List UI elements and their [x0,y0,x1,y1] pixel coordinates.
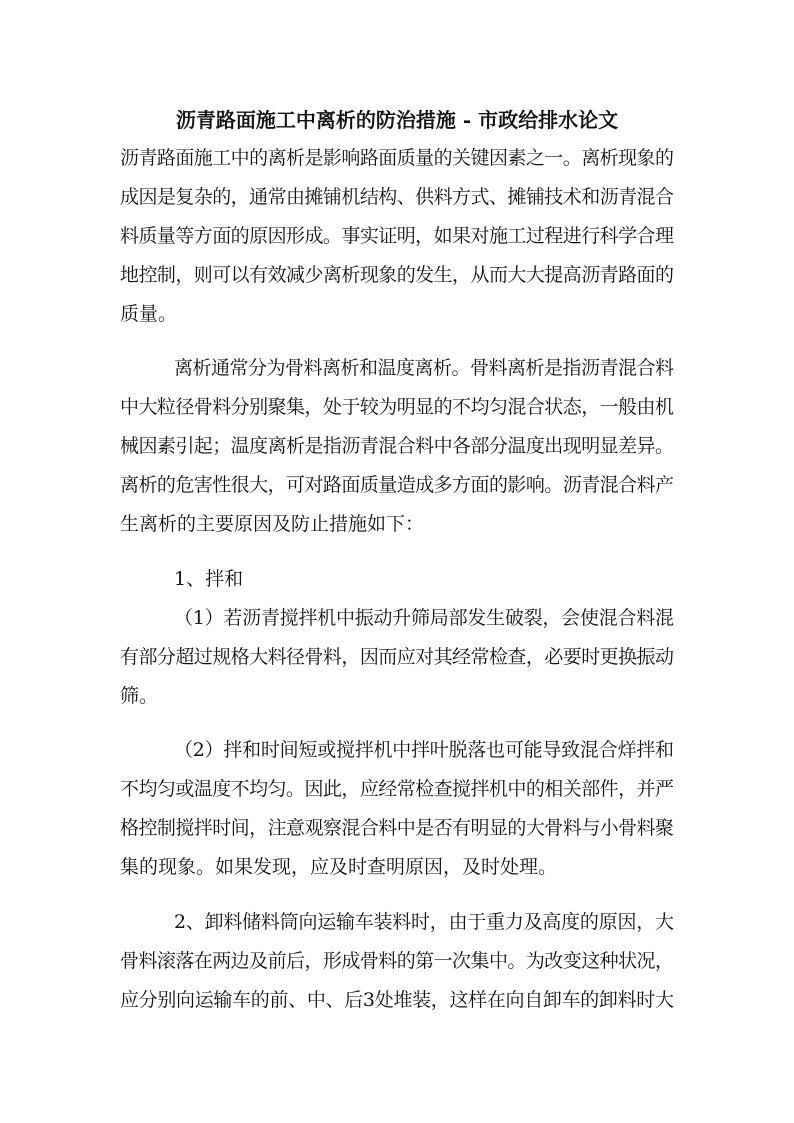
body-line: 沥青路面施工中的离析是影响路面质量的关键因素之一。离析现象的 [120,147,674,169]
body-line: 质量。 [120,303,178,325]
body-line: 不均匀或温度不均匀。因此，应经常检查搅拌机中的相关部件，并严 [120,778,674,800]
body-line: 成因是复杂的，通常由摊铺机结构、供料方式、摊铺技术和沥青混合 [120,186,674,208]
body-line: 料质量等方面的原因形成。事实证明，如果对施工过程进行科学合理 [120,225,674,247]
body-line: 2、卸料储料筒向运输车装料时，由于重力及高度的原因，大 [174,911,674,933]
body-line: 格控制搅拌时间，注意观察混合料中是否有明显的大骨料与小骨料聚 [120,817,674,839]
body-line: 中大粒径骨料分别聚集，处于较为明显的不均匀混合状态，一般由机 [120,396,674,418]
body-line: （2）拌和时间短或搅拌机中拌叶脱落也可能导致混合烊拌和 [174,739,674,761]
body-line: 集的现象。如果发现，应及时查明原因，及时处理。 [120,856,558,878]
body-line: （1）若沥青搅拌机中振动升筛局部发生破裂，会使混合料混 [174,607,674,629]
document-title: 沥青路面施工中离析的防治措施 - 市政给排水论文 [175,108,619,132]
body-line: 筛。 [120,685,159,707]
body-line: 离析通常分为骨料离析和温度离析。骨料离析是指沥青混合料 [174,357,674,379]
body-line: 生离析的主要原因及防止措施如下： [120,513,425,535]
body-line: 地控制，则可以有效减少离析现象的发生，从而大大提高沥青路面的 [120,264,674,286]
body-line: 离析的危害性很大，可对路面质量造成多方面的影响。沥青混合料产 [120,474,674,496]
body-line: 械因素引起；温度离析是指沥青混合料中各部分温度出现明显差异。 [120,435,674,457]
body-line: 有部分超过规格大料径骨料，因而应对其经常检查，必要时更换振动 [120,646,674,668]
body-line: 骨料滚落在两边及前后，形成骨料的第一次集中。为改变这种状况， [120,950,674,972]
section-heading: 1、拌和 [174,568,244,590]
body-line: 应分别向运输车的前、中、后3处堆装，这样在向自卸车的卸料时大 [120,989,674,1011]
